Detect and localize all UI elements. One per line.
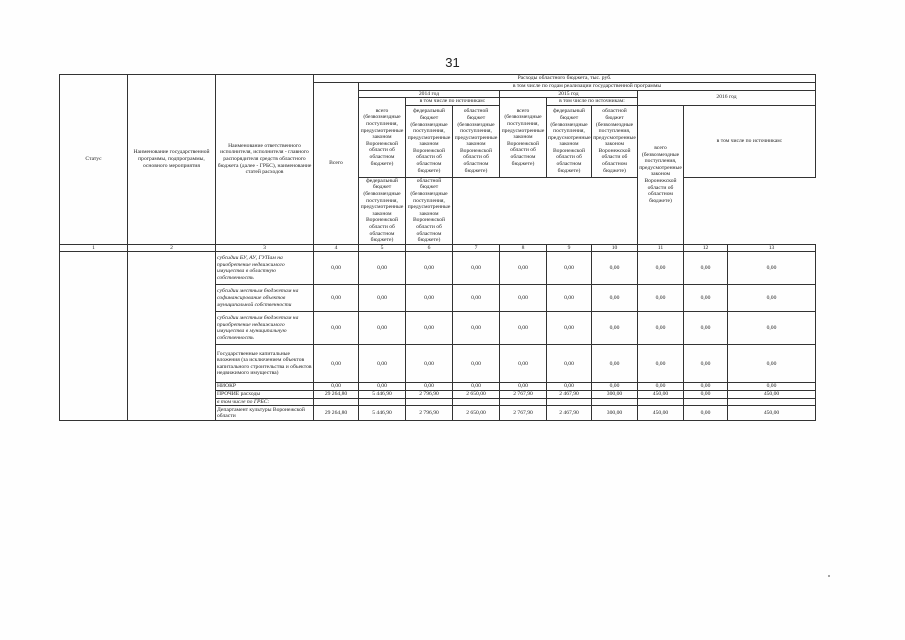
value-cell: 0,00 [547,312,592,345]
value-cell: 0,00 [406,345,453,383]
value-cell: 2 796,90 [406,390,453,398]
header-year-2016: 2016 год [638,90,816,105]
value-cell: 29 264,80 [314,390,359,398]
header-program-name: Наименование государственной программы, подпрограммы, основного мероприятия [128,75,216,245]
col-num: 11 [638,244,684,252]
header-2016-regional: областной бюджет (безвозмездные поступления, предусмотренные законом Воронежской области об областном бюджете) [406,177,453,244]
value-cell: 0,00 [684,285,728,312]
header-total: Всего [314,83,359,245]
value-cell: 0,00 [406,252,453,285]
column-numbers-row [60,244,816,252]
header-years-subtitle: в том числе по годам реализации государственной программы [359,83,816,91]
row-label: Департамент культуры Воронежской области [216,406,314,421]
value-cell: 0,00 [638,312,684,345]
value-cell: 0,00 [684,390,728,398]
header-status: Статус [60,75,128,245]
value-cell: 0,00 [592,252,638,285]
row-label: субсидии местным бюджетам на приобретение недвижимого имущества в муниципальную собственность [216,312,314,345]
value-cell: 0,00 [547,345,592,383]
row-label: Государственные капитальные вложения (за исключением объектов капитального строительства и объектов недвижимого имущества) [216,345,314,383]
header-2015-federal: федеральный бюджет (безвозмездные поступления, предусмотренные законом Воронежской области об областном бюджете) [547,105,592,177]
value-cell: 0,00 [547,252,592,285]
value-cell: 0,00 [684,345,728,383]
value-cell: 300,00 [592,390,638,398]
value-cell: 0,00 [314,345,359,383]
value-cell: 2 796,90 [406,406,453,421]
value-cell: 0,00 [684,383,728,391]
value-cell: 2 650,00 [453,390,500,398]
row-label: НИОКР [216,383,314,391]
col-num: 6 [406,244,453,252]
value-cell: 0,00 [684,312,728,345]
header-2016-sources: в том числе по источникам: [684,105,816,177]
col-num: 9 [547,244,592,252]
row-label: субсидии БУ, АУ, ГУПам на приобретение недвижимого имущества в областную собственность [216,252,314,285]
header-2016-total: всего (безвозмездные поступления, предусмотренные законом Воронежской области об областном бюджете) [638,105,684,244]
value-cell: 0,00 [453,285,500,312]
value-cell: 0,00 [359,383,406,391]
scan-speck [828,575,830,577]
header-expenses-title: Расходы областного бюджета, тыс. руб. [314,75,816,83]
page-number: 31 [445,55,460,70]
value-cell: 0,00 [684,406,728,421]
value-cell: 0,00 [406,285,453,312]
header-2014-regional: областной бюджет (безвозмездные поступления, предусмотренные законом Воронежской области об областном бюджете) [453,105,500,177]
value-cell: 0,00 [500,383,547,391]
header-2015-sources: в том числе по источникам: [547,98,638,106]
value-cell: 0,00 [592,383,638,391]
value-cell: 5 446,90 [359,406,406,421]
value-cell: 0,00 [547,285,592,312]
value-cell: 300,00 [592,406,638,421]
value-cell: 0,00 [592,285,638,312]
value-cell: 0,00 [406,383,453,391]
value-cell: 0,00 [314,312,359,345]
budget-table [59,74,816,421]
col-num: 8 [500,244,547,252]
header-year-2014: 2014 год [359,90,500,98]
value-cell: 0,00 [638,383,684,391]
col-num: 3 [216,244,314,252]
value-cell: 0,00 [638,285,684,312]
value-cell: 0,00 [500,252,547,285]
value-cell: 0,00 [453,345,500,383]
value-cell: 0,00 [638,345,684,383]
value-cell: 0,00 [547,383,592,391]
program-cell [128,252,216,421]
header-2015-regional: областной бюджет (безвозмездные поступления, предусмотренные законом Воронежской области об областном бюджете) [592,105,638,177]
status-cell [60,252,128,421]
value-cell: 2 767,90 [500,406,547,421]
value-cell: 0,00 [728,285,816,312]
value-cell: 0,00 [592,345,638,383]
col-num: 1 [60,244,128,252]
value-cell: 450,00 [728,390,816,398]
row-label-including: в том числе по ГРБС: [216,398,314,406]
row-label: ПРОЧИЕ расходы [216,390,314,398]
header-2014-total: всего (безвозмездные поступления, предусмотренные законом Воронежской области об областном бюджете) [359,98,406,178]
value-cell: 0,00 [453,252,500,285]
header-2014-sources: в том числе по источникам: [406,98,500,106]
col-num: 13 [728,244,816,252]
value-cell: 0,00 [314,252,359,285]
value-cell: 0,00 [500,345,547,383]
value-cell: 2 467,90 [547,406,592,421]
value-cell: 450,00 [638,390,684,398]
col-num: 12 [684,244,728,252]
value-cell: 0,00 [592,312,638,345]
value-cell: 5 446,90 [359,390,406,398]
value-cell: 0,00 [453,383,500,391]
value-cell: 29 264,80 [314,406,359,421]
value-cell: 0,00 [406,312,453,345]
header-2014-federal: федеральный бюджет (безвозмездные поступления, предусмотренные законом Воронежской области об областном бюджете) [406,105,453,177]
value-cell: 0,00 [500,285,547,312]
value-cell: 0,00 [728,252,816,285]
value-cell: 2 467,90 [547,390,592,398]
col-num: 7 [453,244,500,252]
value-cell: 0,00 [500,312,547,345]
header-2015-total: всего (безвозмездные поступления, предусмотренные законом Воронежской области об областном бюджете) [500,98,547,178]
col-num: 10 [592,244,638,252]
value-cell: 450,00 [638,406,684,421]
value-cell: 2 650,00 [453,406,500,421]
value-cell: 0,00 [314,285,359,312]
value-cell: 0,00 [359,345,406,383]
value-cell: 0,00 [728,312,816,345]
value-cell: 0,00 [359,312,406,345]
row-label: субсидии местным бюджетам на софинансирование объектов муниципальной собственности [216,285,314,312]
table-row [60,252,816,285]
value-cell: 450,00 [728,406,816,421]
value-cell: 0,00 [728,345,816,383]
value-cell: 0,00 [453,312,500,345]
value-cell: 0,00 [638,252,684,285]
header-year-2015: 2015 год [500,90,638,98]
value-cell: 2 767,90 [500,390,547,398]
value-cell: 0,00 [728,383,816,391]
value-cell: 0,00 [314,383,359,391]
header-responsible: Наименование ответственного исполнителя, исполнителя - главного распорядителя средств областного бюджета (далее - ГРБС), наименование статей расходов [216,75,314,245]
value-cell: 0,00 [359,252,406,285]
col-num: 2 [128,244,216,252]
value-cell: 0,00 [684,252,728,285]
header-2016-federal: федеральный бюджет (безвозмездные поступления, предусмотренные законом Воронежской области об областном бюджете) [359,177,406,244]
col-num: 5 [359,244,406,252]
value-cell: 0,00 [359,285,406,312]
col-num: 4 [314,244,359,252]
